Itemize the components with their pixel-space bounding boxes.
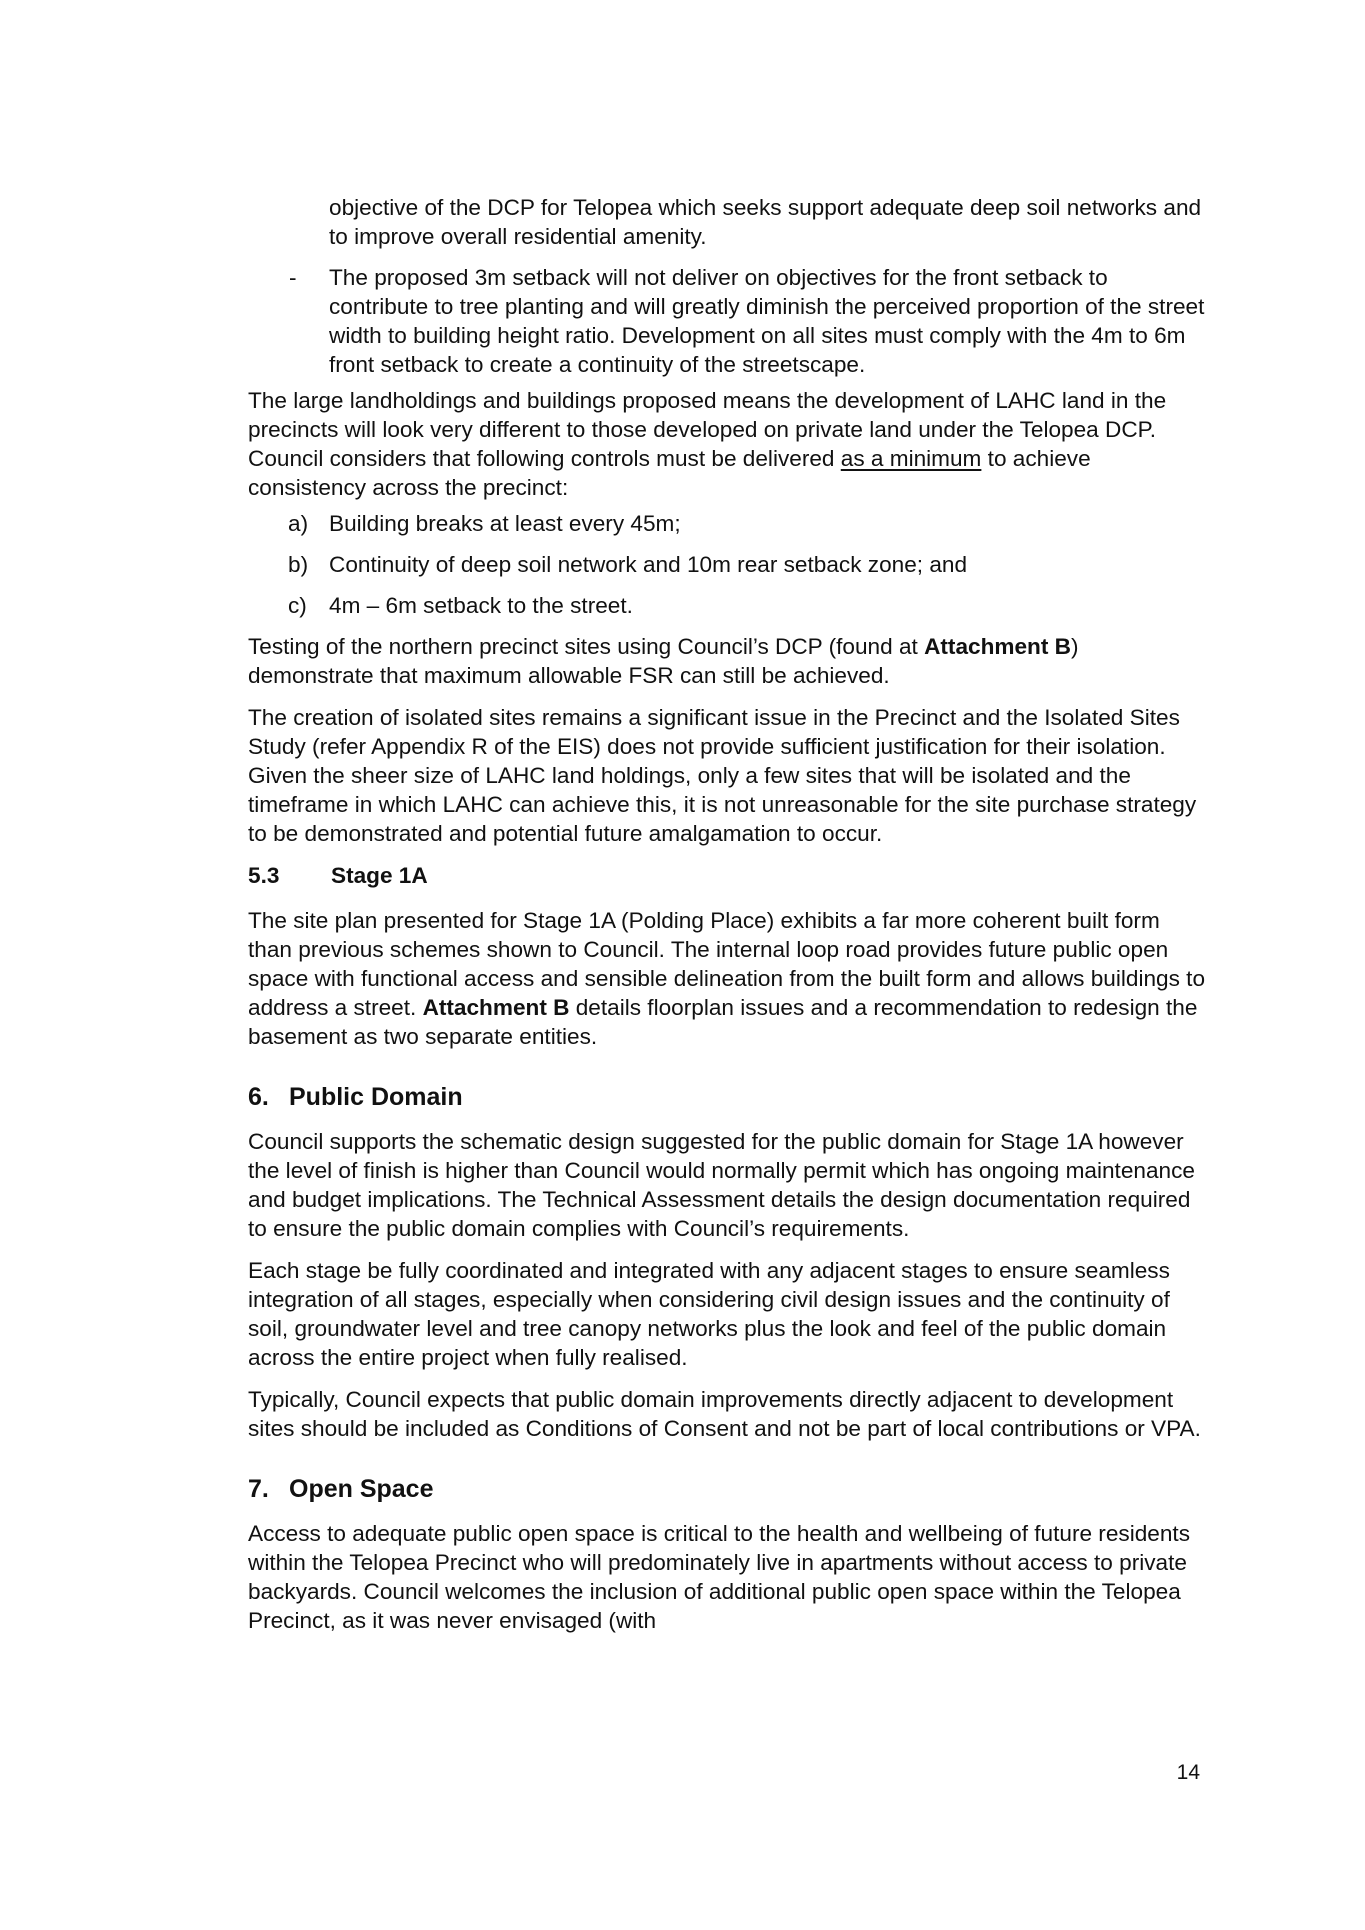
- list-item: [248, 509, 1208, 538]
- list-marker: b): [288, 552, 309, 577]
- public-domain-paragraph: Council supports the schematic design suggested for the public domain for Stage 1A however the level of finish is higher than Council would normally permit which has ongoing maintenance and budget implications. The Technical Assessment details the design documentation required to ensure the public domain complies with Council’s requirements.: [248, 1129, 1195, 1241]
- list-item: [248, 591, 1208, 620]
- isolated-sites-paragraph: The creation of isolated sites remains a significant issue in the Precinct and the Isolated Sites Study (refer Appendix R of the EIS) does not provide sufficient justification for their isolation. Given the sheer size of LAHC land holdings, only a few sites that will be isolated and the timeframe in which LAHC can achieve this, it is not unreasonable for the site purchase strategy to be demonstrated and potential future amalgamation to occur.: [248, 705, 1197, 846]
- attachment-reference: Attachment B: [924, 634, 1071, 659]
- open-space-paragraph: Access to adequate public open space is critical to the health and wellbeing of future residents within the Telopea Precinct who will predominately live in apartments without access to private backyards. Council welcomes the inclusion of additional public open space within the Telopea Precinct, as it was never envisaged (with: [248, 1521, 1190, 1633]
- list-item-text: Building breaks at least every 45m;: [329, 511, 681, 536]
- section-title: Open Space: [289, 1475, 434, 1503]
- list-marker: a): [288, 511, 309, 536]
- controls-list: [248, 509, 1208, 620]
- list-item-text: Continuity of deep soil network and 10m rear setback zone; and: [329, 552, 968, 577]
- landholdings-text-end: to achieve consistency across the precinct:: [248, 446, 1091, 500]
- page-body: [248, 193, 1208, 1635]
- section-5-3-heading: [248, 861, 1208, 890]
- section-number: 6.: [248, 1083, 269, 1111]
- list-item-text: 4m – 6m setback to the street.: [329, 593, 633, 618]
- attachment-reference: Attachment B: [422, 995, 570, 1020]
- testing-text: Testing of the northern precinct sites using Council’s DCP (found at: [248, 634, 925, 659]
- continuation-text: objective of the DCP for Telopea which seeks support adequate deep soil networks and to improve overall residential amenity.: [329, 195, 1202, 249]
- landholdings-text: The large landholdings and buildings proposed means the development of LAHC land in the precincts will look very different to those developed on private land under the Telopea DCP. Council considers that following controls must be delivered: [248, 388, 1167, 471]
- stage-1a-text: The site plan presented for Stage 1A (Polding Place) exhibits a far more coherent built form than previous schemes shown to Council. The internal loop road provides future public open space with functional access and sensible delineation from the built form and allows buildings to address a street.: [248, 908, 1206, 1020]
- setback-bullet: [248, 263, 1208, 379]
- section-6-heading: [248, 1081, 1208, 1113]
- bullet-text: The proposed 3m setback will not deliver on objectives for the front setback to contribute to tree planting and will greatly diminish the perceived proportion of the street width to building height ratio. Development on all sites must comply with the 4m to 6m front setback to create a continuity of the streetscape.: [329, 265, 1205, 377]
- public-domain-paragraph: Each stage be fully coordinated and integrated with any adjacent stages to ensure seamless integration of all stages, especially when considering civil design issues and the continuity of soil, groundwater level and tree canopy networks plus the look and feel of the public domain across the entire project when fully realised.: [248, 1258, 1170, 1370]
- list-item: [248, 550, 1208, 579]
- section-title: Public Domain: [289, 1083, 463, 1111]
- page-number: 14: [1176, 1761, 1200, 1784]
- section-number: 5.3: [248, 863, 280, 888]
- dash-bullet-marker: -: [289, 265, 297, 290]
- list-marker: c): [288, 593, 307, 618]
- stage-1a-paragraph: [248, 906, 1208, 1051]
- section-7-heading: [248, 1473, 1208, 1505]
- section-title: Stage 1A: [331, 863, 428, 888]
- landholdings-paragraph: [248, 386, 1208, 502]
- section-number: 7.: [248, 1475, 269, 1503]
- testing-text-end: ) demonstrate that maximum allowable FSR can still be achieved.: [248, 634, 1079, 688]
- stage-1a-text-end: details floorplan issues and a recommendation to redesign the basement as two separate entities.: [248, 995, 1198, 1049]
- as-a-minimum-emphasis: as a minimum: [840, 446, 982, 471]
- public-domain-paragraph: Typically, Council expects that public domain improvements directly adjacent to development sites should be included as Conditions of Consent and not be part of local contributions or VPA.: [248, 1387, 1201, 1441]
- testing-paragraph: [248, 632, 1208, 690]
